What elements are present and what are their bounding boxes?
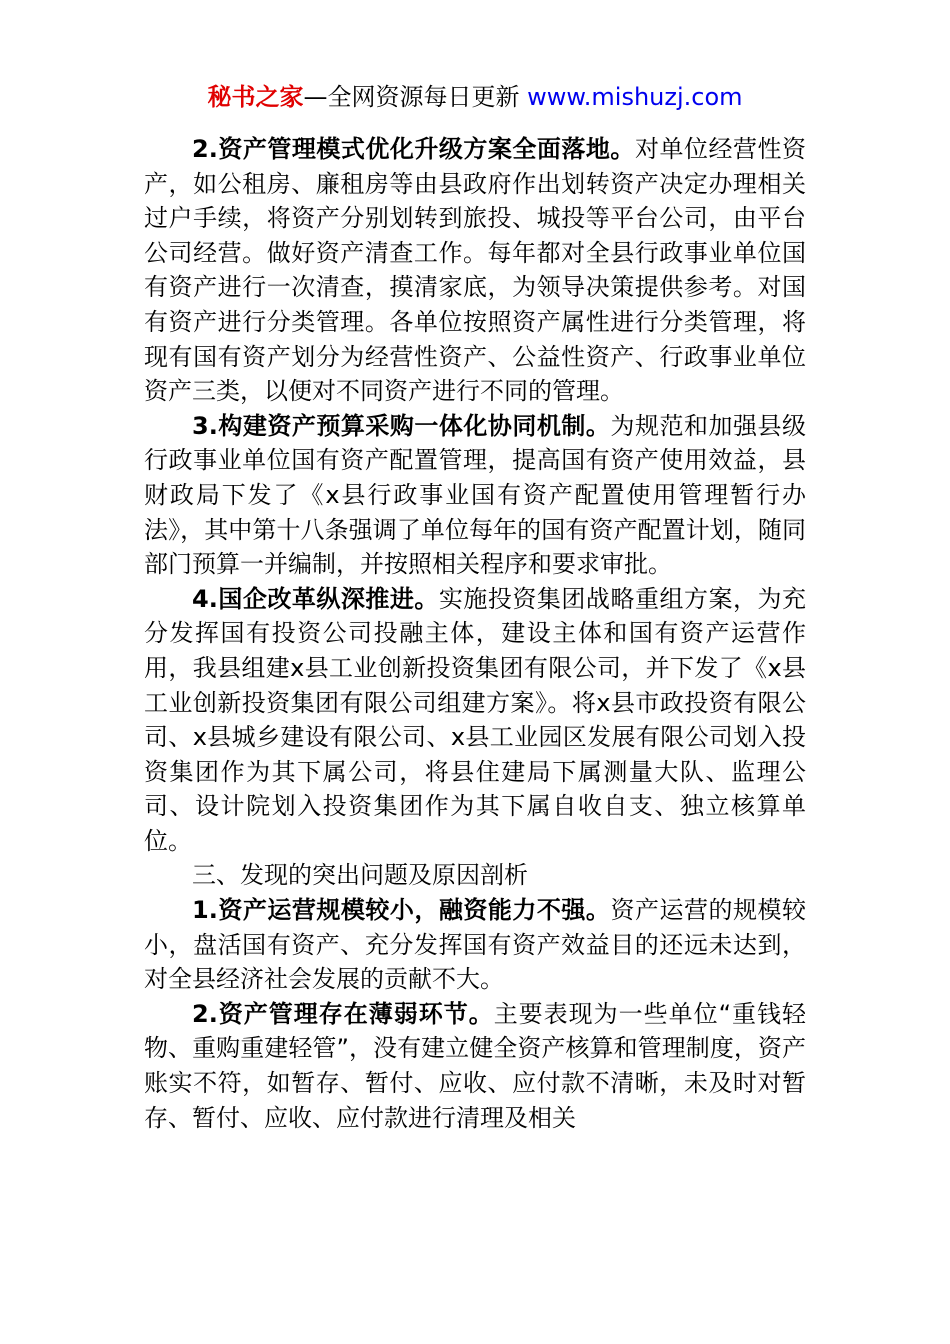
paragraph-text: 实施投资集团战略重组方案，为充分发挥国有投资公司投融主体，建设主体和国有资产运营作用，我县组建x县工业创新投资集团有限公司，并下发了《x县工业创新投资集团有限公司组建方案》。将x县市政投资有限公司、x县城乡建设有限公司、x县工业园区发展有限公司划入投资集团作为其下属公司，将县住建局下属测量大队、监理公司、设计院划入投资集团作为其下属自收自支、独立核算单位。 xyxy=(144,584,806,855)
paragraph-3 xyxy=(144,409,806,582)
paragraph-text: 对单位经营性资产，如公租房、廉租房等由县政府作出划转资产决定办理相关过户手续，将资产分别划转到旅投、城投等平台公司，由平台公司经营。做好资产清查工作。每年都对全县行政事业单位国有资产进行一次清查，摸清家底，为领导决策提供参考。对国有资产进行分类管理。各单位按照资产属性进行分类管理，将现有国有资产划分为经营性资产、公益性资产、行政事业单位资产三类，以便对不同资产进行不同的管理。 xyxy=(144,135,806,406)
paragraph-text: 为规范和加强县级行政事业单位国有资产配置管理，提高国有资产使用效益，县财政局下发了《x县行政事业国有资产配置使用管理暂行办法》，其中第十八条强调了单位每年的国有资产配置计划，随同部门预算一并编制，并按照相关程序和要求审批。 xyxy=(144,411,806,579)
paragraph-lead: 2.资产管理存在薄弱环节。 xyxy=(192,999,494,1028)
document-body xyxy=(144,132,806,1135)
paragraph-lead: 4.国企改革纵深推进。 xyxy=(192,584,439,613)
brand-name: 秘书之家 xyxy=(207,83,304,111)
section-heading: 三、发现的突出问题及原因剖析 xyxy=(192,861,528,890)
header-slogan: —全网资源每日更新 xyxy=(303,83,520,111)
paragraph-4 xyxy=(144,582,806,859)
paragraph-text: 资产运营的规模较小，盘活国有资产、充分发挥国有资产效益目的还远未达到，对全县经济社会发展的贡献不大。 xyxy=(144,896,806,994)
paragraph-text: 主要表现为一些单位“重钱轻物、重购重建轻管”，没有建立健全资产核算和管理制度，资产账实不符，如暂存、暂付、应收、应付款不清晰，未及时对暂存、暂付、应收、应付款进行清理及相关 xyxy=(144,999,806,1132)
paragraph-lead: 3.构建资产预算采购一体化协同机制。 xyxy=(192,411,611,440)
problem-1 xyxy=(144,893,806,997)
website-link[interactable]: www.mishuzj.com xyxy=(519,83,743,111)
paragraph-2 xyxy=(144,132,806,409)
paragraph-lead: 1.资产运营规模较小，融资能力不强。 xyxy=(192,896,611,925)
paragraph-lead: 2.资产管理模式优化升级方案全面落地。 xyxy=(192,135,635,163)
problem-2 xyxy=(144,997,806,1135)
page-header xyxy=(0,80,950,114)
